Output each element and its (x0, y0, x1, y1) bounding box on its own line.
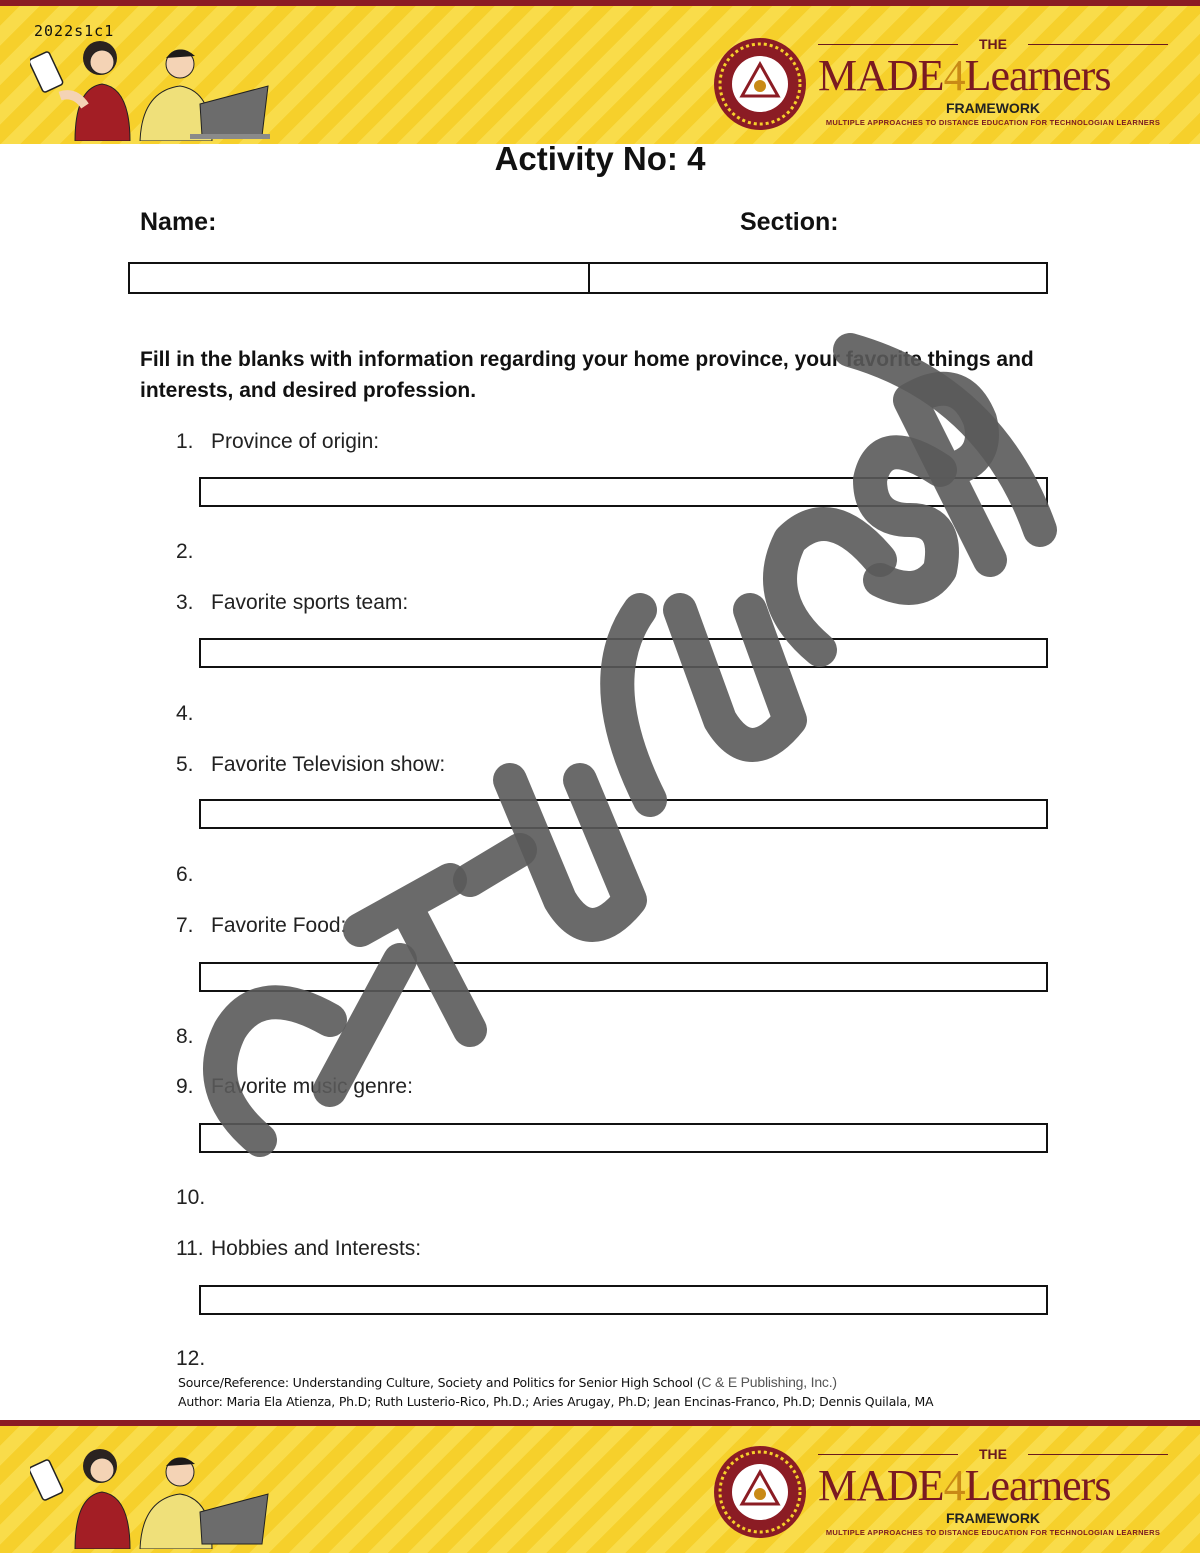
list-item: 7. Favorite Food: (176, 914, 347, 937)
university-seal-icon (712, 1444, 808, 1540)
logo-tagline: MULTIPLE APPROACHES TO DISTANCE EDUCATION FOR TECHNOLOGIAN LEARNERS (825, 1528, 1161, 1537)
answer-field-7[interactable] (199, 962, 1048, 992)
answer-field-5[interactable] (199, 799, 1048, 829)
answer-field-3[interactable] (199, 638, 1048, 668)
logo-framework: FRAMEWORK (945, 100, 1041, 116)
list-item: 4. (176, 702, 194, 725)
list-item: 5. Favorite Television show: (176, 753, 446, 776)
list-item: 12. (176, 1347, 206, 1370)
publisher: C & E Publishing, Inc.) (701, 1374, 837, 1390)
students-illustration (30, 36, 280, 141)
header-banner (0, 0, 1200, 144)
logo-the: THE (818, 1446, 1168, 1462)
section-field[interactable] (588, 262, 1048, 294)
university-seal-icon (712, 36, 808, 132)
name-field[interactable] (128, 262, 590, 294)
made4learners-logo (818, 1446, 1168, 1546)
logo-wordmark: MADE4Learners (818, 51, 1111, 100)
answer-field-11[interactable] (199, 1285, 1048, 1315)
answer-field-1[interactable] (199, 477, 1048, 507)
logo-wordmark: MADE4Learners (818, 1461, 1111, 1510)
made4learners-logo (818, 36, 1168, 136)
list-item: 8. (176, 1025, 194, 1048)
list-item: 6. (176, 863, 194, 886)
name-label: Name: (140, 208, 217, 236)
logo-tagline: MULTIPLE APPROACHES TO DISTANCE EDUCATION FOR TECHNOLOGIAN LEARNERS (825, 118, 1161, 127)
section-label: Section: (740, 208, 839, 236)
list-item: 1. Province of origin: (176, 430, 380, 453)
document-stamp: 2022s1c1 (34, 22, 115, 40)
page-title: Activity No: 4 (494, 140, 706, 177)
author-line: Author: Maria Ela Atienza, Ph.D; Ruth Lusterio-Rico, Ph.D.; Aries Arugay, Ph.D; Jean Encinas-Franco, Ph.D; Dennis Quilala, MA (178, 1394, 934, 1409)
list-item: 10. (176, 1186, 206, 1209)
logo-the: THE (818, 36, 1168, 52)
students-illustration (30, 1444, 280, 1549)
list-item: 11. Hobbies and Interests: (176, 1237, 422, 1260)
logo-framework: FRAMEWORK (945, 1510, 1041, 1526)
list-item: 2. (176, 540, 194, 563)
answer-field-9[interactable] (199, 1123, 1048, 1153)
instructions: Fill in the blanks with information regarding your home province, your favorite things and interests, and desired profession. (140, 348, 1034, 402)
source-reference: Source/Reference: Understanding Culture, Society and Politics for Senior High School (C & E Publishing, Inc.) (178, 1374, 837, 1390)
list-item: 3. Favorite sports team: (176, 591, 409, 614)
footer-banner (0, 1420, 1200, 1553)
list-item: 9. Favorite music genre: (176, 1075, 413, 1098)
